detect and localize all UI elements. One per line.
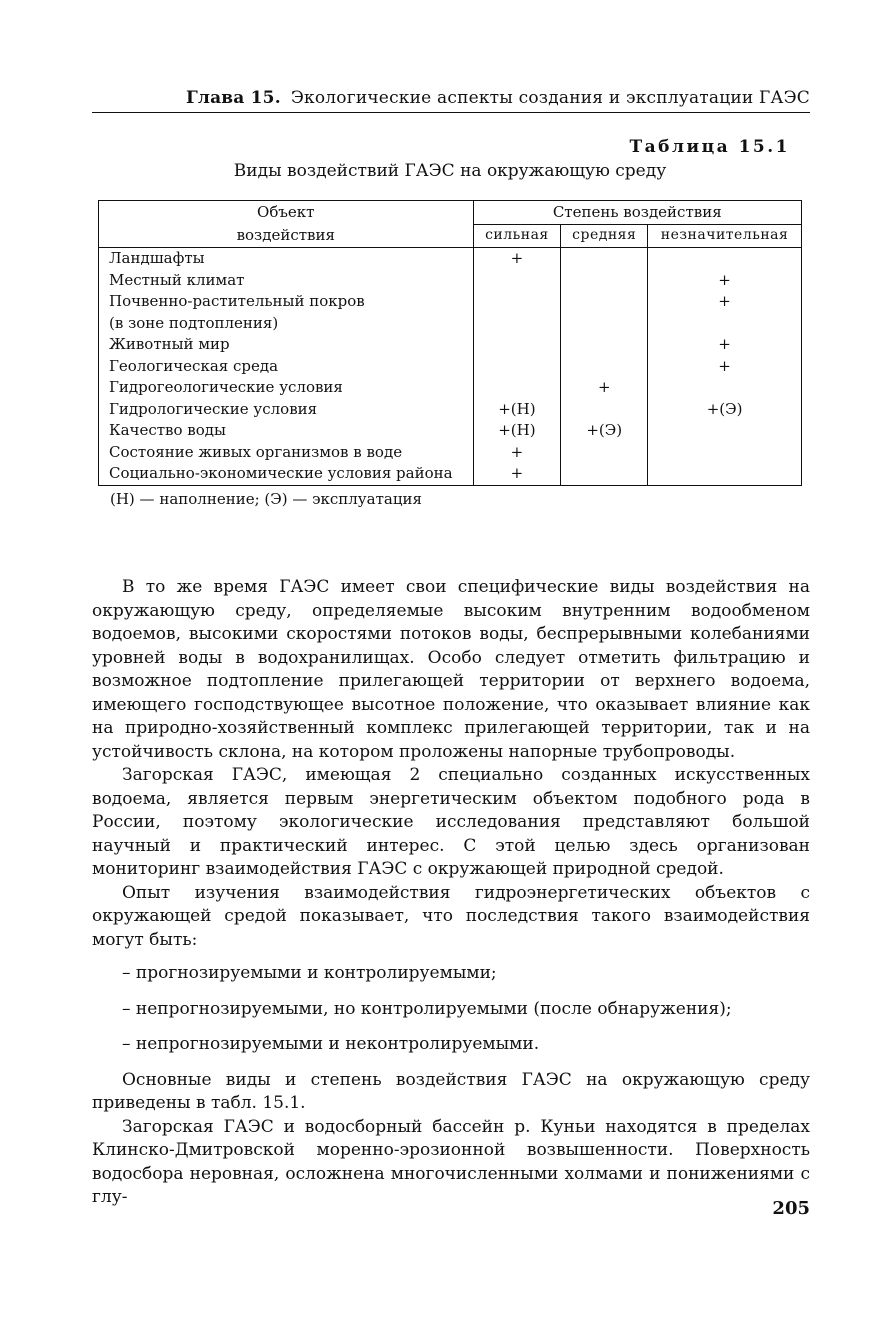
row-medium	[561, 313, 648, 335]
row-minor	[648, 313, 802, 335]
table-row	[99, 313, 802, 335]
list-item: – прогнозируемыми и контролируемыми;	[122, 963, 497, 983]
row-medium	[561, 399, 648, 421]
row-object: Состояние живых организмов в воде	[99, 442, 474, 464]
row-minor	[648, 463, 802, 485]
paragraph: Загорская ГАЭС и водосборный бассейн р. Куньи находятся в пределах Клинско-Дмитровской моренно-эрозионной возвышенности. Поверхность водосбора неровная, осложнена многочисленными холмами и понижениями с глу-	[92, 1116, 810, 1207]
table-label: Таблица 15.1	[629, 137, 790, 157]
row-minor	[648, 442, 802, 464]
row-strong	[473, 270, 561, 292]
header-rule	[92, 112, 810, 113]
row-minor: +	[648, 270, 802, 292]
row-minor: +(Э)	[648, 399, 802, 421]
table-row	[99, 377, 802, 399]
row-medium: +	[561, 377, 648, 399]
row-strong: +	[473, 463, 561, 485]
header-object-line2: воздействия	[236, 226, 335, 244]
header-object	[99, 201, 474, 248]
row-object: Геологическая среда	[99, 356, 474, 378]
row-object: Качество воды	[99, 420, 474, 442]
row-medium	[561, 291, 648, 313]
body-text	[92, 576, 810, 1210]
row-strong	[473, 291, 561, 313]
table-row	[99, 270, 802, 292]
row-minor	[648, 420, 802, 442]
table-note: (Н) — наполнение; (Э) — эксплуатация	[110, 490, 422, 508]
header-object-line1: Объект	[257, 203, 315, 221]
table-row	[99, 442, 802, 464]
row-strong: +(Н)	[473, 420, 561, 442]
row-object: Животный мир	[99, 334, 474, 356]
row-strong	[473, 313, 561, 335]
row-strong	[473, 377, 561, 399]
list-item: – непрогнозируемыми и неконтролируемыми.	[122, 1034, 540, 1054]
row-object: (в зоне подтопления)	[99, 313, 474, 335]
row-medium	[561, 334, 648, 356]
running-head	[92, 88, 810, 108]
header-minor: незначительная	[648, 225, 802, 248]
row-medium	[561, 463, 648, 485]
table-row	[99, 334, 802, 356]
paragraph: Опыт изучения взаимодействия гидроэнергетических объектов с окружающей средой показывает, что последствия такого взаимодействия могут быть:	[92, 882, 810, 950]
row-strong: +	[473, 442, 561, 464]
chapter-number: Глава 15.	[185, 88, 281, 108]
chapter-title: Экологические аспекты создания и эксплуатации ГАЭС	[290, 88, 810, 108]
row-minor: +	[648, 291, 802, 313]
row-medium	[561, 356, 648, 378]
row-object: Социально-экономические условия района	[99, 463, 474, 485]
row-minor: +	[648, 356, 802, 378]
table-row	[99, 291, 802, 313]
row-strong: +(Н)	[473, 399, 561, 421]
table-row	[99, 248, 802, 270]
header-strong: сильная	[473, 225, 561, 248]
list-item: – непрогнозируемыми, но контролируемыми (после обнаружения);	[122, 998, 732, 1019]
row-object: Местный климат	[99, 270, 474, 292]
row-strong	[473, 334, 561, 356]
row-medium	[561, 442, 648, 464]
table-caption: Виды воздействий ГАЭС на окружающую среду	[233, 161, 667, 181]
table-row	[99, 399, 802, 421]
row-minor: +	[648, 334, 802, 356]
row-strong	[473, 356, 561, 378]
row-object: Почвенно-растительный покров	[99, 291, 474, 313]
row-minor	[648, 377, 802, 399]
impact-table	[98, 200, 802, 486]
row-minor	[648, 248, 802, 270]
row-medium: +(Э)	[561, 420, 648, 442]
page-number: 205	[772, 1198, 810, 1219]
header-medium: средняя	[561, 225, 648, 248]
row-medium	[561, 248, 648, 270]
table-row	[99, 463, 802, 485]
paragraph: Основные виды и степень воздействия ГАЭС на окружающую среду приведены в табл. 15.1.	[92, 1069, 810, 1113]
paragraph: В то же время ГАЭС имеет свои специфические виды воздействия на окружающую среду, определяемые высоким внутренним водообменом водоемов, высокими скоростями потоков воды, беспрерывными колебаниями уровней воды в водохранилищах. Особо следует отметить фильтрацию и возможное подтопление прилегающей территории от верхнего водоема, имеющего господствующее высотное положение, что оказывает влияние как на природно-хозяйственный комплекс прилегающей территории, так и на устойчивость склона, на котором проложены напорные трубопроводы.	[92, 577, 810, 762]
row-object: Ландшафты	[99, 248, 474, 270]
consequence-list	[92, 962, 810, 1057]
row-strong: +	[473, 248, 561, 270]
paragraph: Загорская ГАЭС, имеющая 2 специально созданных искусственных водоема, является первым энергетическим объектом подобного рода в России, поэтому экологические исследования представляют большой научный и практический интерес. С этой целью здесь организован мониторинг взаимодействия ГАЭС с окружающей природной средой.	[92, 765, 810, 879]
row-object: Гидрогеологические условия	[99, 377, 474, 399]
table-row	[99, 356, 802, 378]
row-medium	[561, 270, 648, 292]
header-degree: Степень воздействия	[473, 201, 801, 225]
table-row	[99, 420, 802, 442]
row-object: Гидрологические условия	[99, 399, 474, 421]
